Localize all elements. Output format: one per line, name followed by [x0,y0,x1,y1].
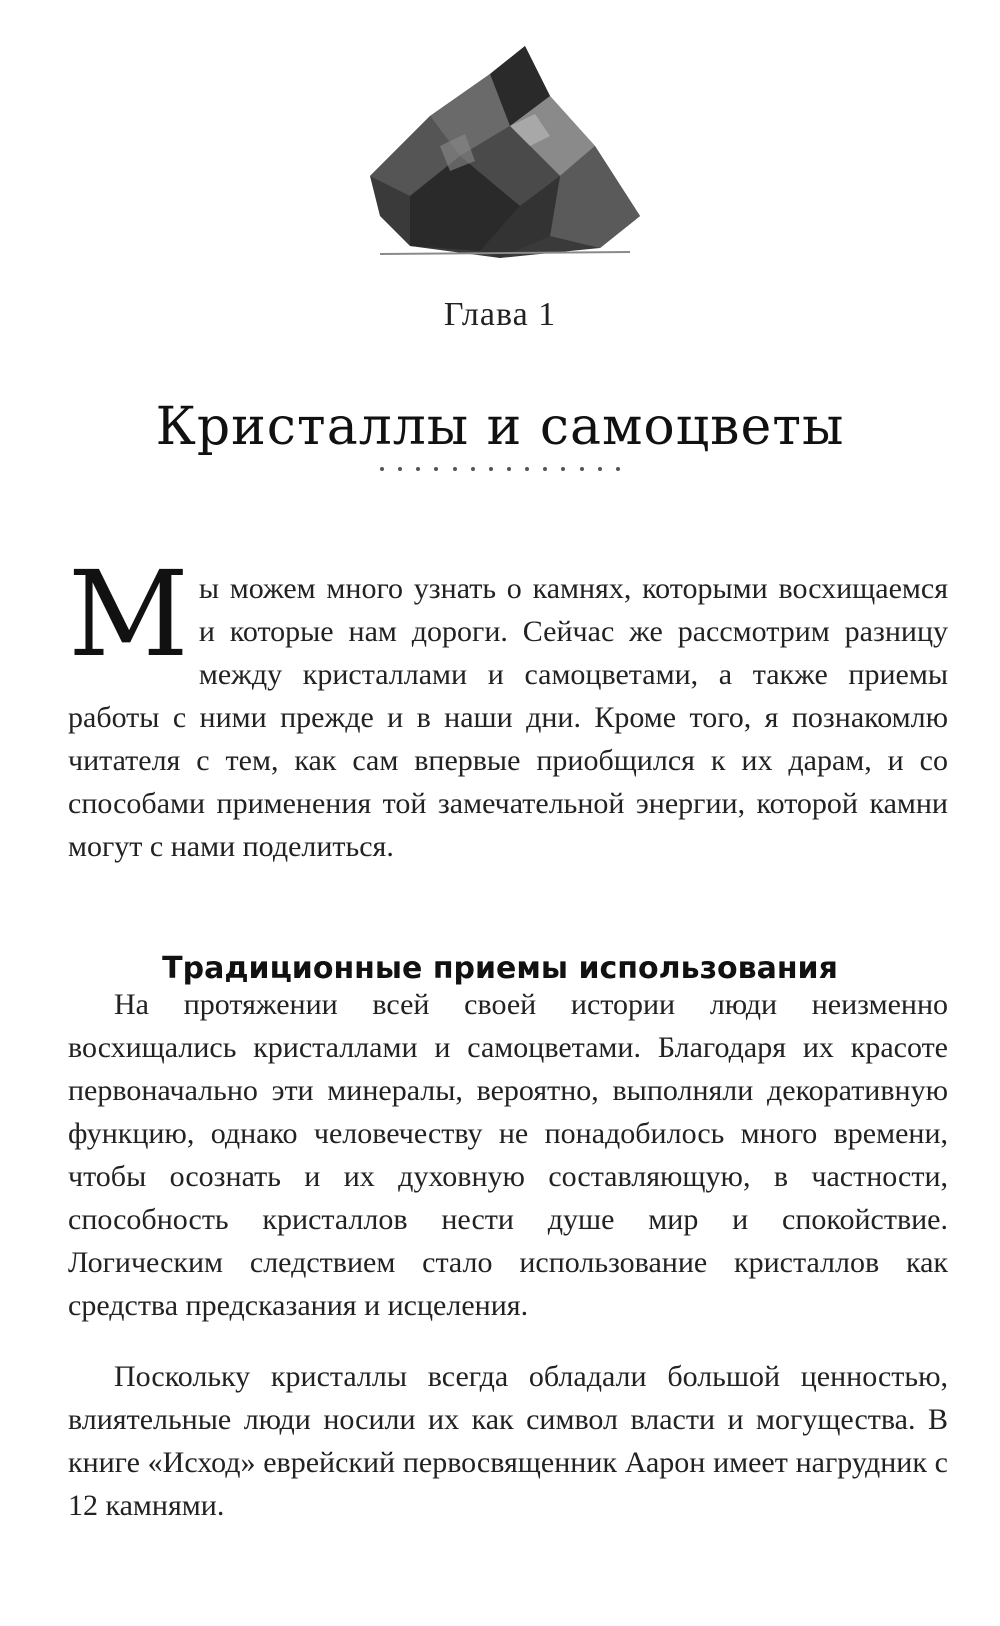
divider-dot [380,467,384,471]
divider-dot [580,467,584,471]
chapter-title: Кристаллы и самоцветы [155,396,845,457]
chapter-label: Глава 1 [443,296,557,333]
divider-dot [471,467,475,471]
divider-dot [598,467,602,471]
divider-dot [416,467,420,471]
intro-paragraph [68,545,948,868]
divider-dot [525,467,529,471]
dropcap-letter: М [68,545,189,683]
divider-dot [561,467,565,471]
intro-text: ы можем много узнать о камнях, которыми восхищаемся и которые нам дороги. Сейчас же рассмотрим разницу между кристаллами и самоцветами, а также приемы работы с ними прежде и в наши дни. Кроме того, я познакомлю читателя с тем, как сам впервые приобщился к их дарам, и со способами применения той замечательной энергии, которой камни могут с нами поделиться. [68,572,948,863]
divider-dot [434,467,438,471]
section-heading: Традиционные приемы использования [162,950,838,986]
divider-dot [489,467,493,471]
divider-dot [398,467,402,471]
body-paragraph: На протяжении всей своей истории люди неизменно восхищались кристаллами и самоцветами. Благодаря их красоте первоначально эти минералы, вероятно, выполняли декоративную функцию, однако человечеству не понадобилось много времени, чтобы осознать и их духовную составляющую, в частности, способность кристаллов нести душе мир и спокойствие. Логическим следствием стало использование кристаллов как средства предсказания и исцеления. [68,988,948,1322]
divider-dot [616,467,620,471]
divider-dot [453,467,457,471]
body-paragraph: Поскольку кристаллы всегда обладали большой ценностью, влиятельные люди носили их как символ власти и могущества. В книге «Исход» еврейский первосвященник Аарон имеет нагрудник с 12 камнями. [68,1360,948,1522]
divider-dots [380,465,620,473]
divider-dot [507,467,511,471]
divider-dot [543,467,547,471]
crystal-illustration-icon [350,26,650,266]
